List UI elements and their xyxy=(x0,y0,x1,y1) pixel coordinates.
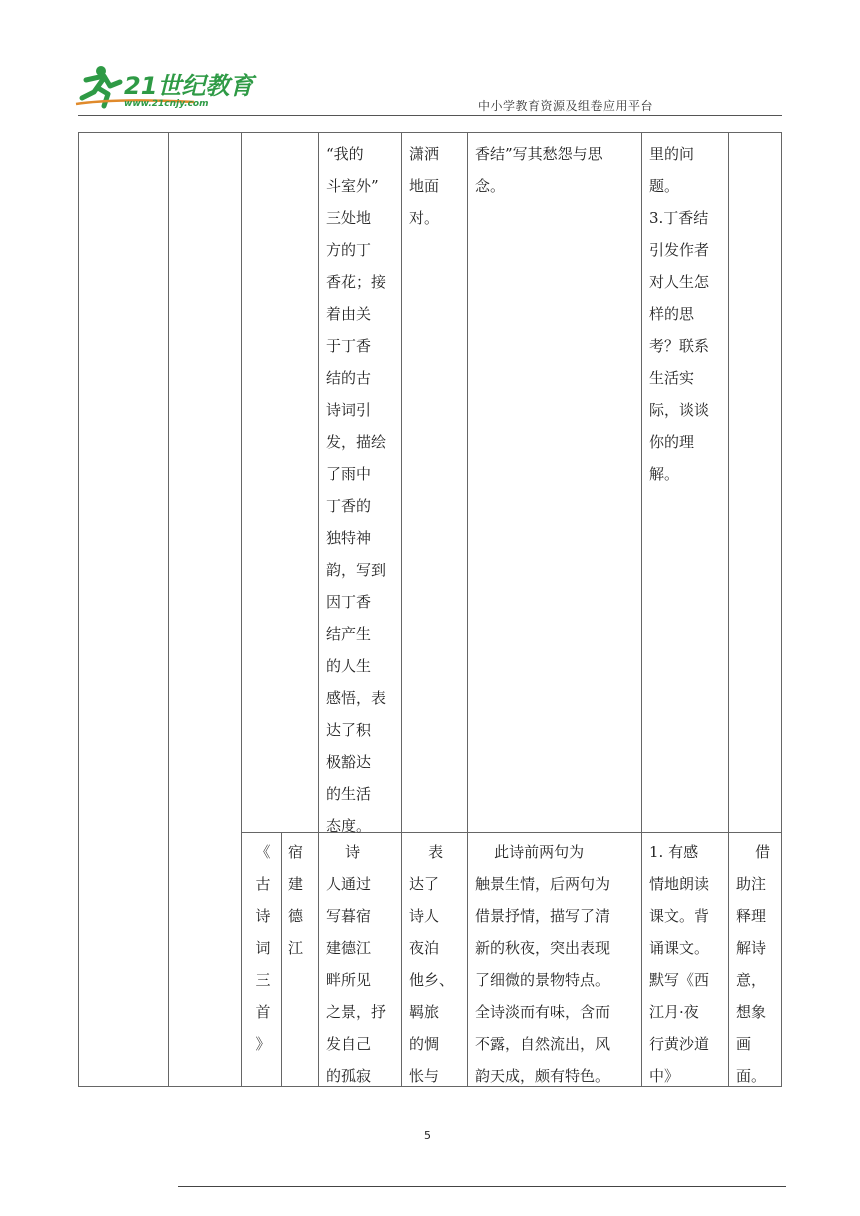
logo-url: www.21cnjy.com xyxy=(124,99,209,109)
row1-emotion-cell: 潇洒 地面 对。 xyxy=(409,145,440,227)
col-divider xyxy=(641,132,642,1087)
logo-text: 21世纪教育 xyxy=(124,72,254,100)
table-left-border xyxy=(78,132,79,1087)
col-divider xyxy=(728,132,729,1087)
col-divider xyxy=(467,132,468,1087)
row2-method-cell: 借 助注 释理 解诗 意， 想象 画 面。 xyxy=(736,843,771,1085)
col-divider xyxy=(168,132,169,1087)
row-divider xyxy=(241,832,782,833)
row1-questions-cell: 里的问 题。 3.丁香结 引发作者 对人生怎 样的思 考？联系 生活实 际，谈谈 你的理 解。 xyxy=(649,145,710,483)
row1-analysis-cell: 香结”写其愁怨与思 念。 xyxy=(475,145,603,195)
row2-analysis-cell: 此诗前两句为 触景生情，后两句为 借景抒情，描写了清 新的秋夜，突出表现 了细微的景物特点。 全诗淡而有味，含而 不露，自然流出，风 韵天成，颇有特色。 xyxy=(475,843,611,1085)
row2-tasks-cell: 1. 有感 情地朗读 课文。背 诵课文。 默写《西 江月·夜 行黄沙道 中》 xyxy=(649,843,710,1085)
header-divider xyxy=(78,115,782,116)
col-divider xyxy=(241,132,242,1087)
row2-content-cell: 诗 人通过 写暮宿 建德江 畔所见 之景，抒 发自己 的孤寂 xyxy=(326,843,387,1085)
site-logo xyxy=(74,62,264,110)
col-divider xyxy=(401,132,402,1087)
table-right-border xyxy=(781,132,782,1087)
lesson-table xyxy=(78,132,782,1087)
row2-emotion-cell: 表 达了 诗人 夜泊 他乡、 羁旅 的惆 怅与 xyxy=(409,843,455,1085)
footer-divider xyxy=(178,1186,786,1187)
page-number: 5 xyxy=(424,1129,431,1142)
row2-lesson-cell: 《 古 诗 词 三 首 》 xyxy=(255,843,271,1053)
platform-title: 中小学教育资源及组卷应用平台 xyxy=(478,99,654,113)
row2-poem-cell: 宿 建 德 江 xyxy=(288,843,304,957)
row1-content-cell: “我的 斗室外” 三处地 方的丁 香花；接 着由关 于丁香 结的古 诗词引 发，描绘 了雨中 丁香的 独特神 韵，写到 因丁香 结产生 的人生 感悟，表 达了积 极豁达 的生活 态度。 xyxy=(326,145,387,835)
col-divider xyxy=(281,832,282,1087)
table-top-border xyxy=(78,132,782,133)
col-divider xyxy=(318,132,319,1087)
